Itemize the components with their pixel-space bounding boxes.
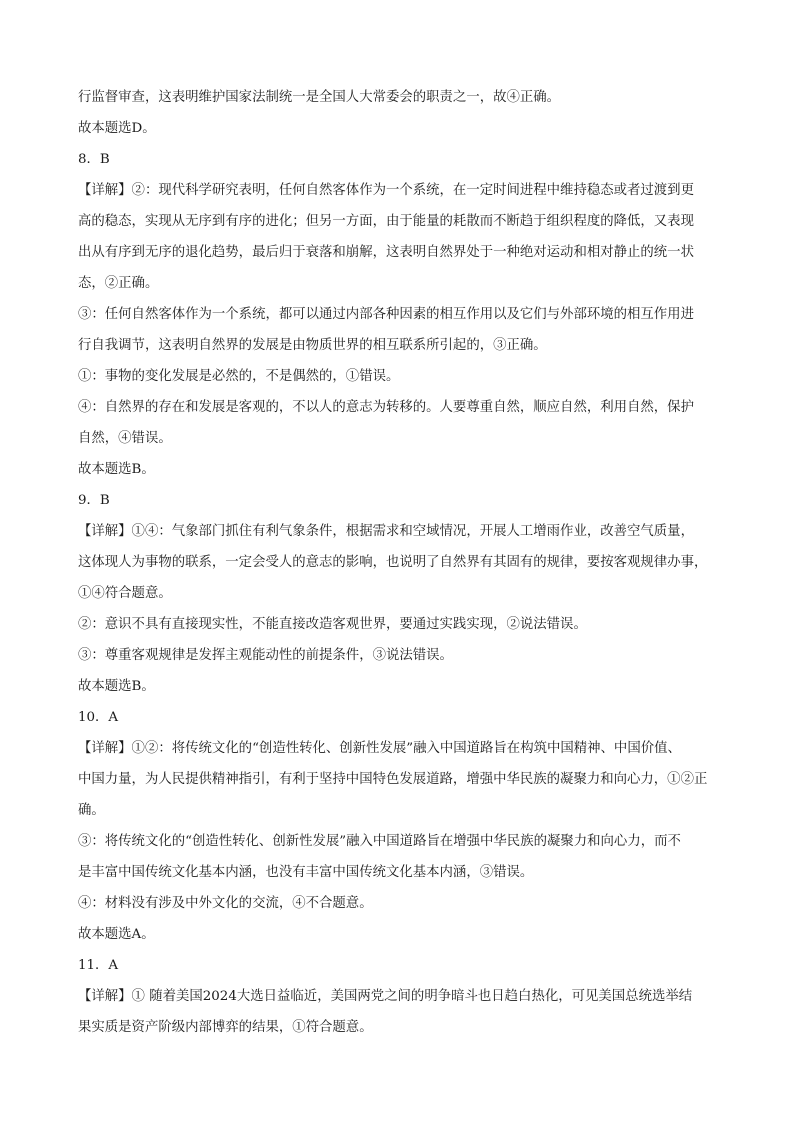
text-line: ②：意识不具有直接现实性，不能直接改造客观世界，要通过实践实现，②说法错误。 <box>78 617 587 632</box>
text-line: 【详解】① 随着美国2024大选日益临近，美国两党之间的明争暗斗也日趋白热化，可见美国总统选举结 <box>78 989 693 1004</box>
text-line: ③：尊重客观规律是发挥主观能动性的前提条件，③说法错误。 <box>78 648 453 663</box>
answer-text <box>78 82 718 1043</box>
text-line: ④：材料没有涉及中外文化的交流，④不合题意。 <box>78 896 373 911</box>
text-line: 态，②正确。 <box>78 276 159 291</box>
conclusion-line: 故本题选D。 <box>78 121 156 136</box>
text-line: 【详解】②：现代科学研究表明，任何自然客体作为一个系统，在一定时间进程中维持稳态或者过渡到更 <box>78 183 694 198</box>
text-line: 行监督审查，这表明维护国家法制统一是全国人大常委会的职责之一，故④正确。 <box>78 90 561 105</box>
question-number: 9．B <box>78 493 110 508</box>
text-line: ①④符合题意。 <box>78 586 172 601</box>
text-line: ④：自然界的存在和发展是客观的，不以人的意志为转移的。人要尊重自然，顺应自然，利用自然，保护 <box>78 400 694 415</box>
question-number: 10．A <box>78 710 119 725</box>
text-line: 出从有序到无序的退化趋势，最后归于衰落和崩解，这表明自然界处于一种绝对运动和相对静止的统一状 <box>78 245 694 260</box>
conclusion-line: 故本题选A。 <box>78 927 155 942</box>
text-line: ③：任何自然客体作为一个系统，都可以通过内部各种因素的相互作用以及它们与外部环境的相互作用进 <box>78 307 694 322</box>
text-line: 自然，④错误。 <box>78 431 172 446</box>
conclusion-line: 故本题选B。 <box>78 462 155 477</box>
text-line: 果实质是资产阶级内部博弈的结果，①符合题意。 <box>78 1020 373 1035</box>
text-line: 高的稳态，实现从无序到有序的进化；但另一方面，由于能量的耗散而不断趋于组织程度的降低，又表现 <box>78 214 694 229</box>
text-line: ①：事物的变化发展是必然的，不是偶然的，①错误。 <box>78 369 400 384</box>
text-line: 【详解】①②：将传统文化的“创造性转化、创新性发展”融入中国道路旨在构筑中国精神、中国价值、 <box>78 741 681 756</box>
conclusion-line: 故本题选B。 <box>78 679 155 694</box>
question-number: 11．A <box>78 958 119 973</box>
text-line: 中国力量，为人民提供精神指引，有利于坚持中国特色发展道路，增强中华民族的凝聚力和向心力，①②正 <box>78 772 708 787</box>
text-line: 【详解】①④：气象部门抓住有利气象条件，根据需求和空域情况，开展人工增雨作业，改善空气质量， <box>78 524 694 539</box>
text-line: 行自我调节，这表明自然界的发展是由物质世界的相互联系所引起的，③正确。 <box>78 338 547 353</box>
question-number: 8．B <box>78 152 110 167</box>
text-line: 确。 <box>78 803 105 818</box>
text-line: 这体现人为事物的联系，一定会受人的意志的影响，也说明了自然界有其固有的规律，要按客观规律办事， <box>78 555 708 570</box>
text-line: ③：将传统文化的“创造性转化、创新性发展”融入中国道路旨在增强中华民族的凝聚力和向心力，而不 <box>78 834 681 849</box>
text-line: 是丰富中国传统文化基本内涵，也没有丰富中国传统文化基本内涵，③错误。 <box>78 865 534 880</box>
